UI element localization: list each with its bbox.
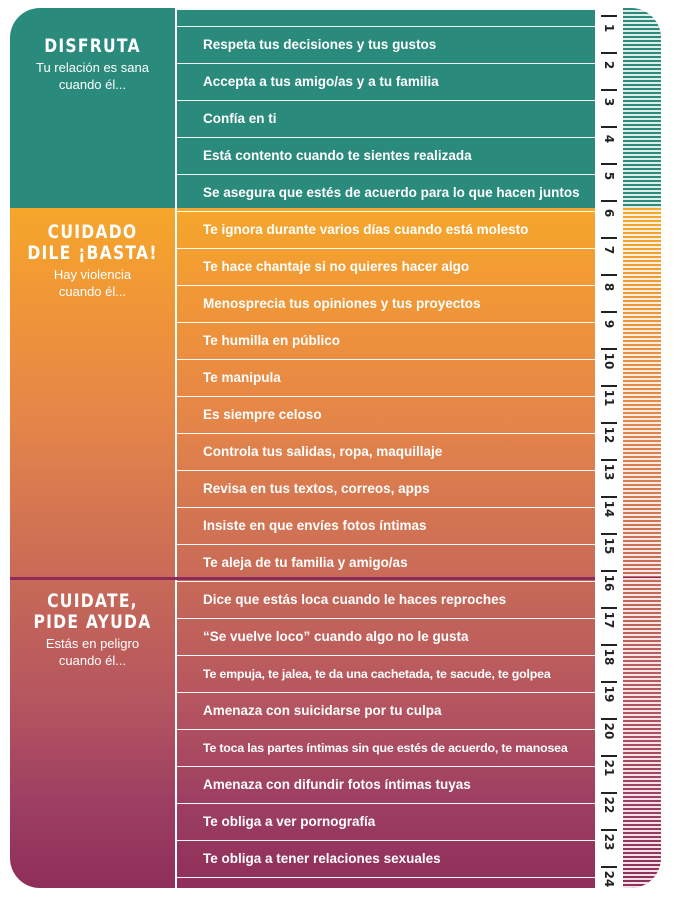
section-cuidate: [10, 591, 175, 669]
list-item: Te aleja de tu familia y amigo/as: [203, 555, 408, 570]
scale-number: 11: [602, 389, 616, 407]
section-title: CUIDADO: [47, 221, 138, 243]
scale-number: 13: [602, 463, 616, 481]
list-item: Te humilla en público: [203, 333, 341, 348]
section-title: DILE ¡BASTA!: [27, 242, 158, 264]
scale-number: 23: [602, 833, 616, 851]
list-item: Está contento cuando te sientes realizada: [203, 148, 472, 163]
list-item: “Se vuelve loco” cuando algo no le gusta: [203, 629, 469, 644]
list-item: Controla tus salidas, ropa, maquillaje: [203, 444, 443, 459]
scale-number: 14: [602, 500, 616, 518]
scale-number: 16: [602, 574, 616, 592]
scale-number: 1: [602, 23, 616, 33]
section-subtitle: Estás en peligro: [45, 636, 140, 651]
list-item: Dice que estás loca cuando le haces reproches: [203, 592, 507, 607]
violence-scale: [595, 8, 623, 888]
scale-number: 7: [602, 245, 616, 255]
violentometro-card: [10, 8, 661, 888]
section-title: DISFRUTA: [44, 35, 141, 57]
list-item: Te obliga a tener relaciones sexuales: [203, 851, 441, 866]
scale-number: 21: [602, 759, 616, 777]
list-item: Te manipula: [203, 370, 281, 385]
scale-number: 22: [602, 796, 616, 814]
scale-number: 2: [602, 60, 616, 70]
list-item: Te toca las partes íntimas sin que estés de acuerdo, te manosea: [203, 740, 568, 755]
row-divider: [177, 8, 595, 10]
list-item: Accepta a tus amigo/as y a tu familia: [203, 74, 439, 89]
section-subtitle: cuando él...: [58, 653, 127, 668]
scale-number: 12: [602, 426, 616, 444]
list-item: Te empuja, te jalea, te da una cachetada, te sacude, te golpea: [203, 666, 551, 681]
scale-number: 10: [602, 352, 616, 370]
scale-number: 24: [602, 870, 616, 888]
list-item: Es siempre celoso: [203, 407, 322, 422]
scale-number: 17: [602, 611, 616, 629]
scale-number: 15: [602, 537, 616, 555]
section-cuidado: [10, 222, 175, 300]
list-item: Te obliga a ver pornografía: [203, 814, 376, 829]
list-item: Respeta tus decisiones y tus gustos: [203, 37, 437, 52]
scale-number: 3: [602, 97, 616, 107]
scale-number: 9: [602, 319, 616, 329]
list-item: Te hace chantaje si no quieres hacer algo: [203, 259, 470, 274]
section-subtitle: cuando él...: [58, 77, 127, 92]
section-title: PIDE AYUDA: [33, 611, 152, 633]
section-title: CUIDATE,: [47, 590, 138, 612]
list-item: Se asegura que estés de acuerdo para lo que hacen juntos: [203, 185, 580, 200]
section-subtitle: cuando él...: [58, 284, 127, 299]
scale-number: 5: [602, 171, 616, 181]
row-divider: [177, 877, 595, 878]
list-item: Insiste en que envíes fotos íntimas: [203, 518, 427, 533]
category-column: [10, 8, 177, 888]
scale-number: 4: [602, 134, 616, 144]
section-subtitle: Tu relación es sana: [36, 60, 149, 75]
stripe-band: [623, 8, 661, 888]
section-disfruta: [10, 36, 175, 93]
list-item: Confía en ti: [203, 111, 277, 126]
list-item: Amenaza con suicidarse por tu culpa: [203, 703, 442, 718]
behaviour-list: [177, 8, 595, 888]
scale-number: 18: [602, 648, 616, 666]
section-subtitle: Hay violencia: [53, 267, 132, 282]
scale-number: 8: [602, 282, 616, 292]
scale-number: 6: [602, 208, 616, 218]
list-item: Menosprecia tus opiniones y tus proyectos: [203, 296, 481, 311]
list-item: Te ignora durante varios días cuando está molesto: [203, 222, 529, 237]
scale-number: 19: [602, 685, 616, 703]
list-item: Amenaza con difundir fotos íntimas tuyas: [203, 777, 471, 792]
list-item: Revisa en tus textos, correos, apps: [203, 481, 430, 496]
scale-number: 20: [602, 722, 616, 740]
